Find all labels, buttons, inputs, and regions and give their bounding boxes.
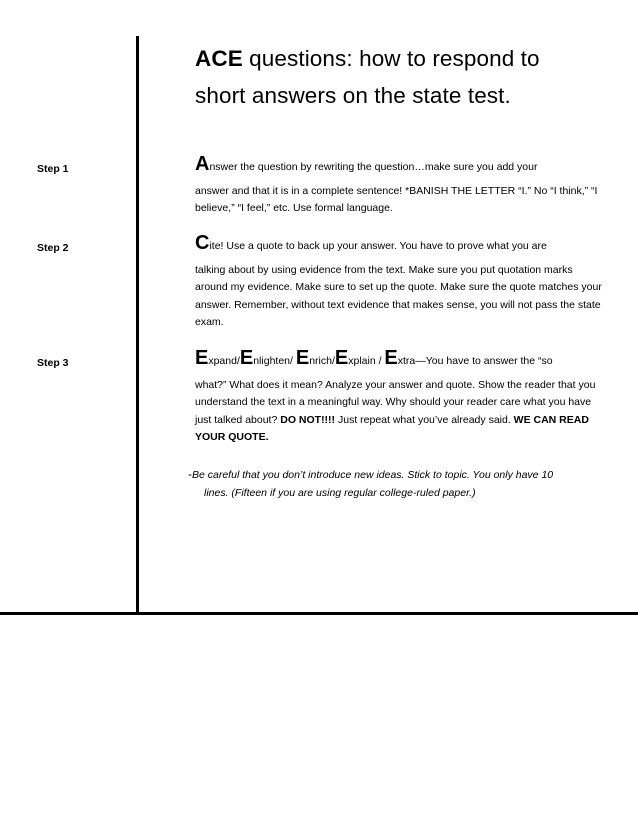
step-3-initial-enrich: E (295, 347, 310, 369)
step-3-after-do-not: Just repeat what you’ve already said. (335, 413, 514, 426)
title-acronym: ACE (195, 46, 243, 71)
page-title (195, 40, 615, 114)
step-2-first-line (195, 232, 547, 262)
step-2-first-text: ite! Use a quote to back up your answer. You have to prove what you are (209, 240, 547, 252)
step-2-rest: talking about by using evidence from the text. Make sure you put quotation marks around my evidence. Make sure to set up the quote. Make sure the quote matches your answer. Remember, without text evidence that makes sense, you will not pass the state exam. (195, 263, 602, 328)
step-2-initial: C (195, 232, 210, 254)
step-1-initial: A (195, 153, 210, 175)
step-1-first-line (195, 153, 538, 183)
step-3-expand-text: xpand/ (208, 355, 240, 367)
step-3-enrich-text: nrich/ (309, 355, 335, 367)
step-3-initial-enlighten: E (239, 347, 254, 369)
step-3-initial-explain: E (334, 347, 349, 369)
step-3-first-line (195, 347, 553, 377)
step-2-text (195, 232, 605, 332)
title-line-1-text: questions: how to respond to (242, 46, 540, 71)
step-1-rest: answer and that it is in a complete sentence! *BANISH THE LETTER “I.” No “I think,” “I believe,” “I feel,” etc. Use formal language. (195, 184, 598, 214)
note-dash: - (188, 467, 192, 481)
step-1-text (195, 153, 605, 218)
step-3-enlighten-text: nlighten/ (253, 355, 296, 367)
horizontal-divider (0, 612, 638, 615)
step-3-extra-text: xtra—You have to answer the “so (397, 355, 553, 367)
note-line-1 (188, 465, 608, 484)
vertical-divider (136, 36, 139, 614)
step-3-do-not: DO NOT!!!! (280, 413, 336, 426)
note-line-1-text: Be careful that you don’t introduce new ideas. Stick to topic. You only have 10 (192, 469, 554, 481)
step-3-text (195, 347, 605, 447)
step-2-label: Step 2 (37, 242, 69, 254)
step-3-initial-expand: E (195, 347, 209, 369)
title-line-2: short answers on the state test. (195, 83, 511, 108)
step-3-we-can-read: WE CAN READ YOUR QUOTE. (195, 413, 589, 443)
step-3-initial-extra: E (384, 347, 398, 369)
step-1-label: Step 1 (37, 163, 69, 175)
note-line-2: lines. (Fifteen if you are using regular college-ruled paper.) (204, 487, 476, 499)
step-3-label: Step 3 (37, 357, 69, 369)
step-1-first-text: nswer the question by rewriting the question…make sure you add your (209, 161, 538, 173)
step-3-rest: what?” What does it mean? Analyze your answer and quote. Show the reader that you understand the text in a meaningful way. Why should your reader care what you have just talked about? (195, 378, 596, 426)
reminder-note (188, 465, 608, 502)
title-line-1 (195, 40, 615, 77)
step-3-explain-text: xplain / (348, 355, 385, 367)
